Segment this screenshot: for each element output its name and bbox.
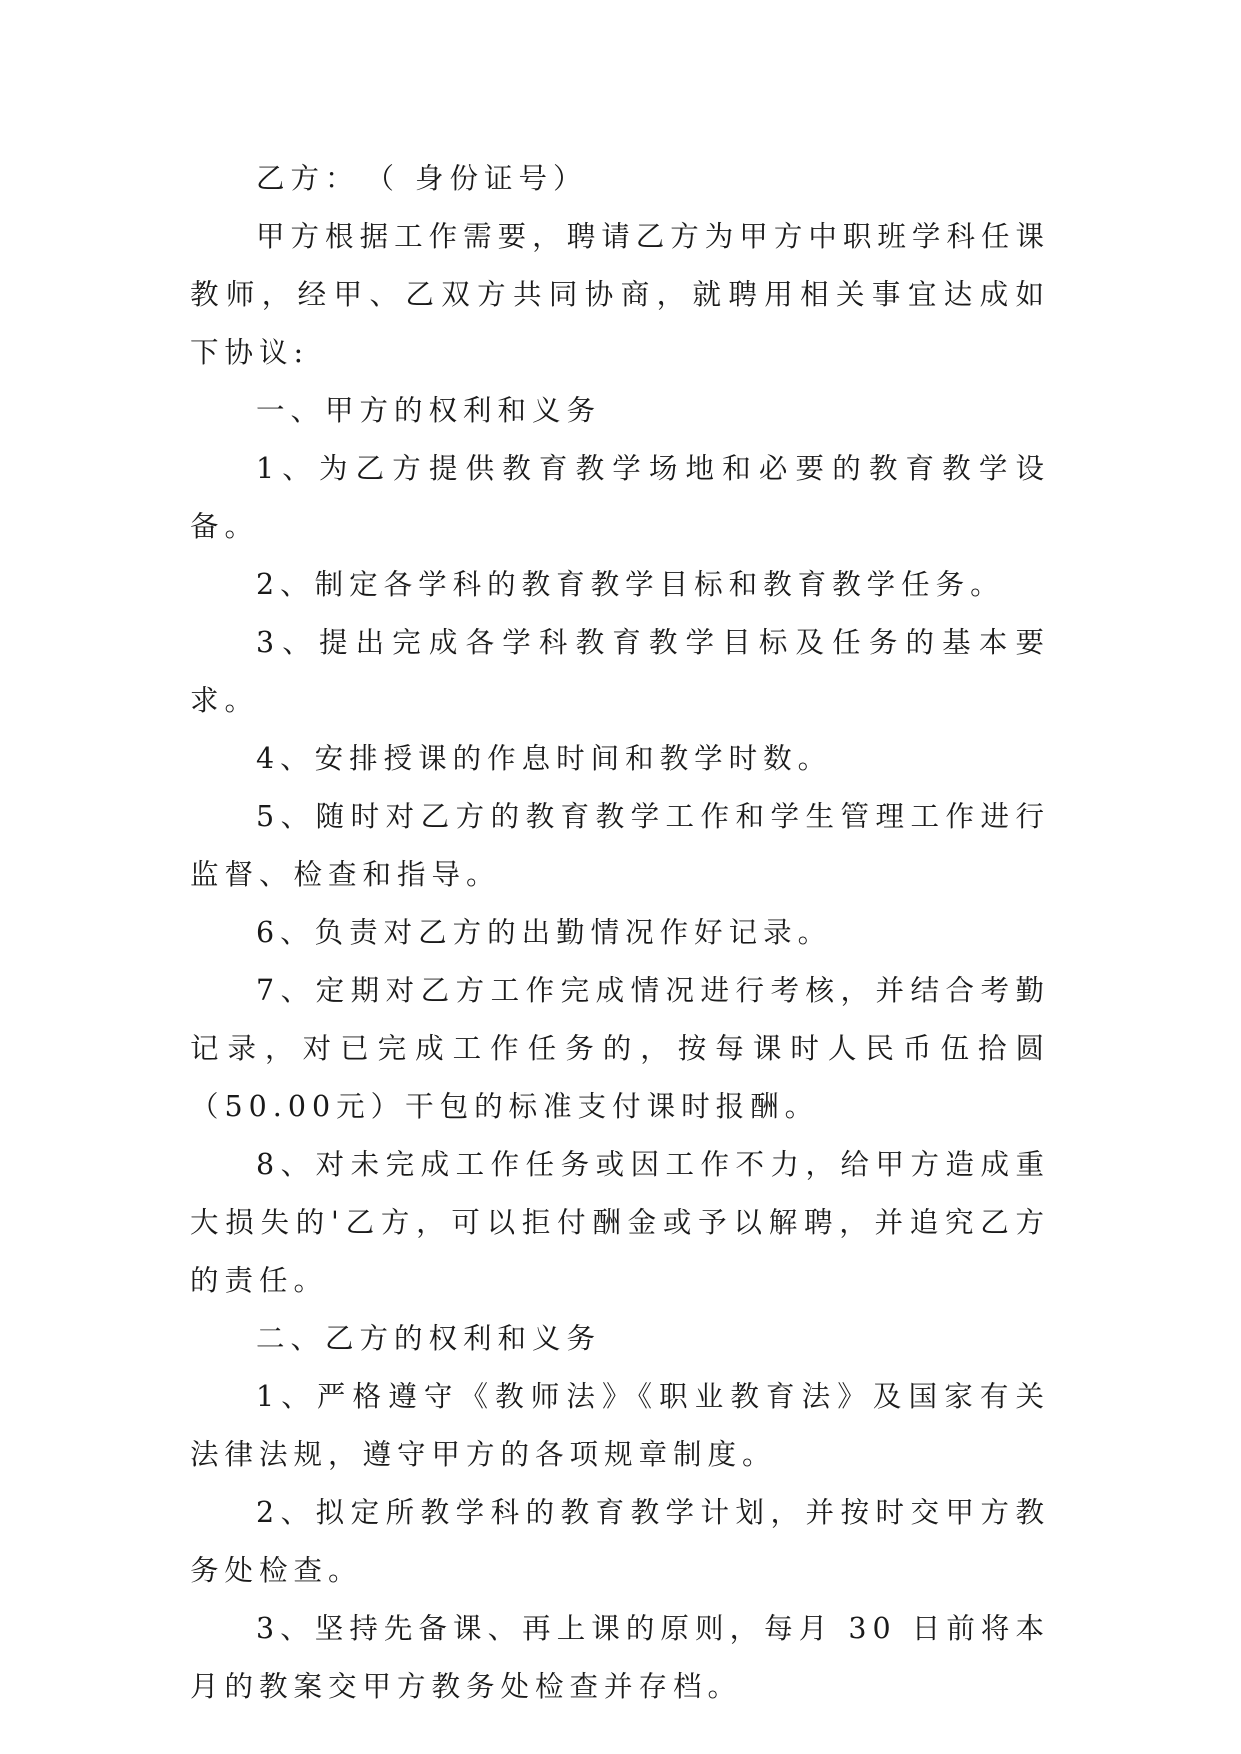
document-body: [190, 150, 1050, 1716]
party-b-clause-1: 1、严格遵守《教师法》《职业教育法》及国家有关法律法规，遵守甲方的各项规章制度。: [190, 1380, 1050, 1471]
party-b-clause-2: 2、拟定所教学科的教育教学计划，并按时交甲方教务处检查。: [190, 1496, 1050, 1587]
party-a-clause-2: 2、制定各学科的教育教学目标和教育教学任务。: [256, 568, 1005, 601]
party-a-clause-6: 6、负责对乙方的出勤情况作好记录。: [256, 916, 833, 949]
section-heading-party-b: 二、乙方的权利和义务: [256, 1322, 602, 1355]
party-a-clause-4: 4、安排授课的作息时间和教学时数。: [256, 742, 833, 775]
party-a-clause-8: 8、对未完成工作任务或因工作不力，给甲方造成重大损失的'乙方，可以拒付酬金或予以解聘，并追究乙方的责任。: [190, 1148, 1050, 1297]
party-b-clause-3: 3、坚持先备课、再上课的原则，每月 30 日前将本月的教案交甲方教务处检查并存档。: [190, 1612, 1050, 1703]
party-a-clause-3: 3、提出完成各学科教育教学目标及任务的基本要求。: [190, 626, 1050, 717]
party-a-clause-5: 5、随时对乙方的教育教学工作和学生管理工作进行监督、检查和指导。: [190, 800, 1050, 891]
intro-paragraph: 甲方根据工作需要，聘请乙方为甲方中职班学科任课教师，经甲、乙双方共同协商，就聘用相关事宜达成如下协议:: [190, 220, 1050, 369]
party-a-clause-1: 1、为乙方提供教育教学场地和必要的教育教学设备。: [190, 452, 1050, 543]
section-heading-party-a: 一、甲方的权利和义务: [256, 394, 602, 427]
party-b-id-line: 乙方： （ 身份证号）: [256, 162, 588, 195]
party-a-clause-7: 7、定期对乙方工作完成情况进行考核，并结合考勤记录，对已完成工作任务的，按每课时人民币伍拾圆（50.00元）干包的标准支付课时报酬。: [190, 974, 1050, 1123]
